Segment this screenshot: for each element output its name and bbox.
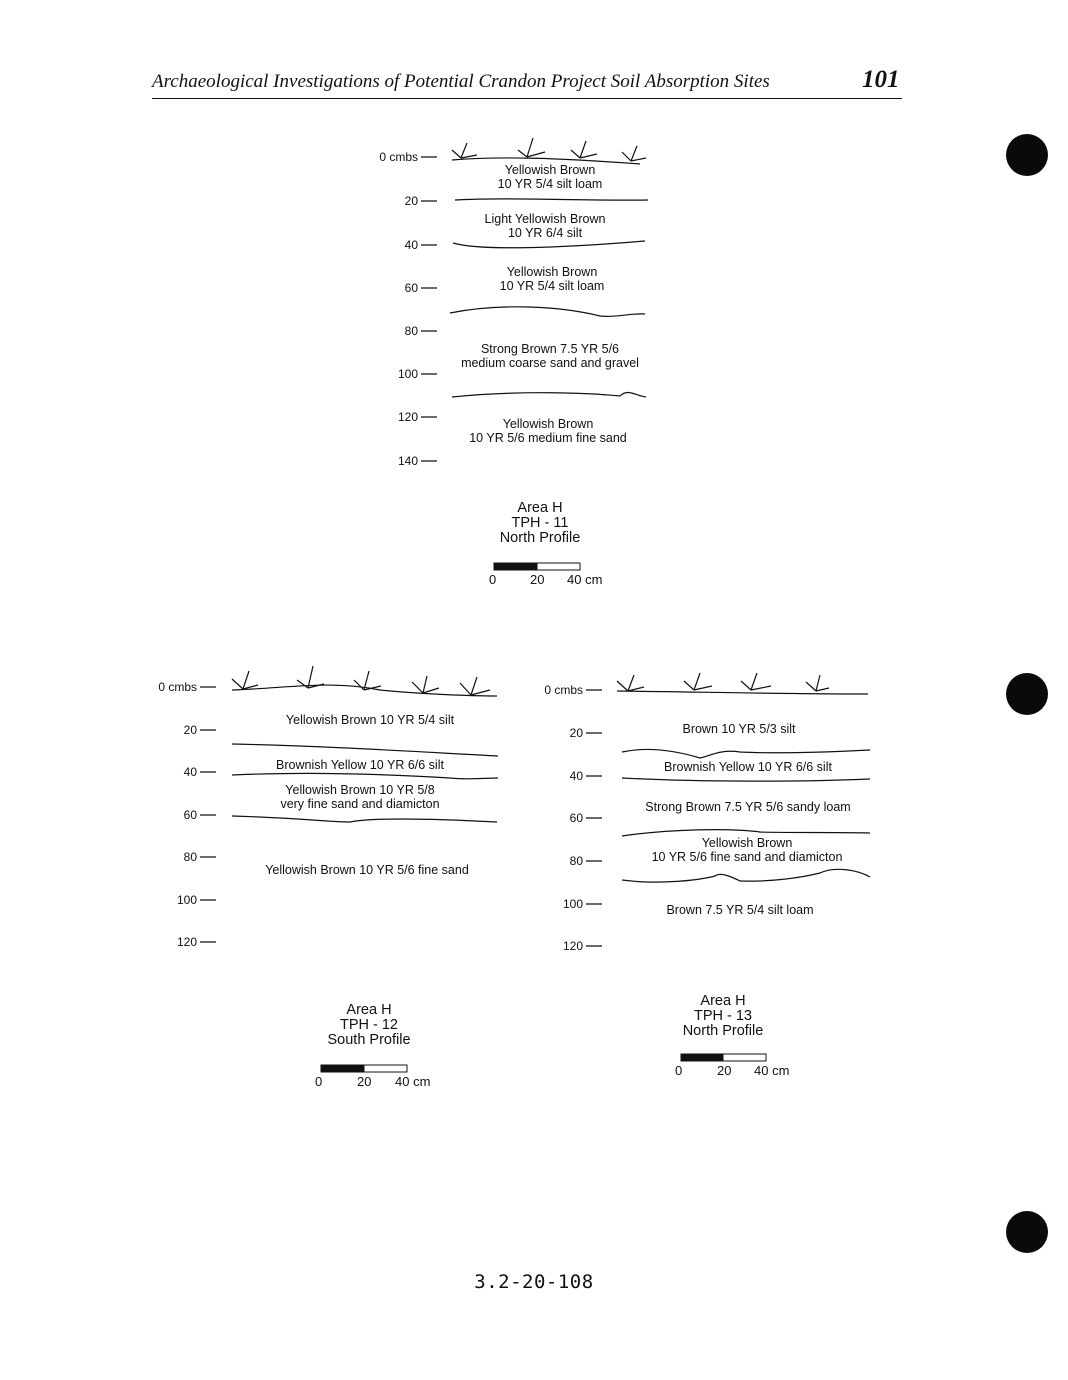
soil-layer-label: Yellowish Brown 10 YR 5/4 silt loam xyxy=(497,163,603,191)
soil-layer-label: Brownish Yellow 10 YR 6/6 silt xyxy=(276,758,444,772)
soil-layer-label: Light Yellowish Brown 10 YR 6/4 silt xyxy=(484,212,606,240)
soil-layer-label: Yellowish Brown 10 YR 5/4 silt loam xyxy=(499,265,605,293)
depth-label: 140 xyxy=(397,454,418,468)
soil-layer-label: Brown 10 YR 5/3 silt xyxy=(682,722,796,736)
document-code: 3.2-20-108 xyxy=(474,1271,594,1293)
depth-label: 120 xyxy=(562,939,583,953)
soil-layer-label: Strong Brown 7.5 YR 5/6 medium coarse sand and gravel xyxy=(461,342,639,370)
running-header-title: Archaeological Investigations of Potential Crandon Project Soil Absorption Sites xyxy=(152,71,770,92)
page-number: 101 xyxy=(862,66,900,93)
profile-caption: Area H TPH - 11 North Profile xyxy=(499,500,581,546)
depth-label: 0 cmbs xyxy=(544,683,583,697)
depth-label: 100 xyxy=(176,893,197,907)
scale-label: 0 xyxy=(315,1074,323,1089)
depth-label: 60 xyxy=(404,281,418,295)
depth-label: 60 xyxy=(569,811,583,825)
soil-layer-label: Yellowish Brown 10 YR 5/8 very fine sand and diamicton xyxy=(280,783,440,811)
scale-label: 0 xyxy=(675,1063,683,1078)
depth-label: 40 xyxy=(404,238,418,252)
depth-label: 120 xyxy=(397,410,418,424)
profile-caption: Area H TPH - 12 South Profile xyxy=(327,1002,411,1048)
depth-label: 40 xyxy=(569,769,583,783)
soil-layer-label: Yellowish Brown 10 YR 5/6 fine sand xyxy=(265,863,469,877)
soil-layer-label: Yellowish Brown 10 YR 5/6 fine sand and diamicton xyxy=(651,836,843,864)
soil-layer-label: Yellowish Brown 10 YR 5/6 medium fine sand xyxy=(469,417,627,445)
depth-label: 60 xyxy=(183,808,197,822)
depth-label: 80 xyxy=(404,324,418,338)
depth-label: 100 xyxy=(562,897,583,911)
depth-label: 20 xyxy=(404,194,418,208)
depth-label: 120 xyxy=(176,935,197,949)
depth-label: 0 cmbs xyxy=(379,150,418,164)
scale-label: 40 cm xyxy=(567,572,603,587)
scale-label: 40 cm xyxy=(395,1074,431,1089)
depth-label: 40 xyxy=(183,765,197,779)
scale-label: 40 cm xyxy=(754,1063,790,1078)
soil-layer-label: Yellowish Brown 10 YR 5/4 silt xyxy=(285,713,455,727)
soil-layer-label: Brown 7.5 YR 5/4 silt loam xyxy=(666,903,814,917)
depth-label: 80 xyxy=(569,854,583,868)
scale-label: 0 xyxy=(489,572,497,587)
scale-label: 20 xyxy=(717,1063,732,1078)
depth-label: 20 xyxy=(569,726,583,740)
scale-label: 20 xyxy=(357,1074,372,1089)
soil-layer-label: Brownish Yellow 10 YR 6/6 silt xyxy=(664,760,832,774)
profile-caption: Area H TPH - 13 North Profile xyxy=(682,993,764,1039)
depth-label: 20 xyxy=(183,723,197,737)
soil-layer-label: Strong Brown 7.5 YR 5/6 sandy loam xyxy=(645,800,851,814)
depth-label: 100 xyxy=(397,367,418,381)
depth-label: 80 xyxy=(183,850,197,864)
scale-label: 20 xyxy=(530,572,545,587)
depth-label: 0 cmbs xyxy=(158,680,197,694)
